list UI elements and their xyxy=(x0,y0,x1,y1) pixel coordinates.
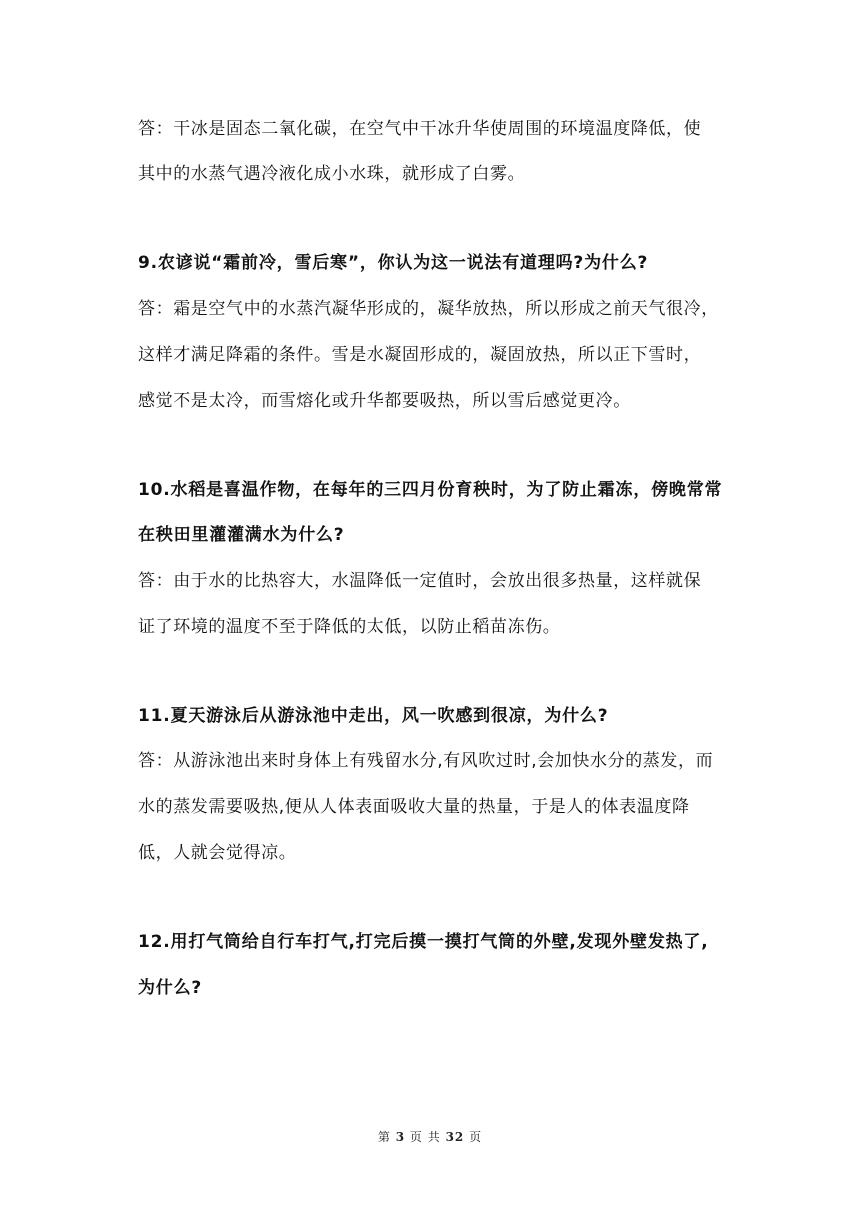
answer-line: 答：从游泳池出来时身体上有残留水分,有风吹过时,会加快水分的蒸发，而 xyxy=(138,751,714,771)
answer-line: 答：由于水的比热容大，水温降低一定值时，会放出很多热量，这样就保 xyxy=(138,571,702,591)
answer-line: 低，人就会觉得凉。 xyxy=(138,843,297,863)
answer-line: 答：干冰是固态二氧化碳，在空气中干冰升华使周围的环境温度降低，使 xyxy=(138,119,702,139)
page-footer xyxy=(0,1128,860,1146)
question-10: 10.水稻是喜温作物，在每年的三四月份育秧时，为了防止霜冻，傍晚常常 xyxy=(138,480,723,500)
answer-line: 答：霜是空气中的水蒸汽凝华形成的，凝华放热，所以形成之前天气很冷， xyxy=(138,299,719,319)
footer-middle: 页 共 xyxy=(409,1130,441,1144)
answer-line: 这样才满足降霜的条件。雪是水凝固形成的，凝固放热，所以正下雪时， xyxy=(138,345,702,365)
answer-line: 感觉不是太冷，而雪熔化或升华都要吸热，所以雪后感觉更冷。 xyxy=(138,391,631,411)
question-12: 12.用打气筒给自行车打气,打完后摸一摸打气筒的外壁,发现外壁发热了, xyxy=(138,932,709,952)
current-page-number: 3 xyxy=(395,1130,406,1144)
answer-line: 水的蒸发需要吸热,便从人体表面吸收大量的热量，于是人的体表温度降 xyxy=(138,797,690,817)
footer-prefix: 第 xyxy=(377,1130,391,1144)
question-12-cont: 为什么? xyxy=(138,978,203,998)
answer-line: 其中的水蒸气遇冷液化成小水珠，就形成了白雾。 xyxy=(138,164,526,184)
footer-suffix: 页 xyxy=(469,1130,483,1144)
question-9: 9.农谚说“霜前冷，雪后寒”，你认为这一说法有道理吗?为什么? xyxy=(138,253,649,273)
total-pages-number: 32 xyxy=(445,1130,465,1144)
question-11: 11.夏天游泳后从游泳池中走出，风一吹感到很凉，为什么? xyxy=(138,706,609,726)
question-10-cont: 在秧田里灌灌满水为什么? xyxy=(138,525,345,545)
answer-line: 证了环境的温度不至于降低的太低，以防止稻苗冻伤。 xyxy=(138,617,561,637)
